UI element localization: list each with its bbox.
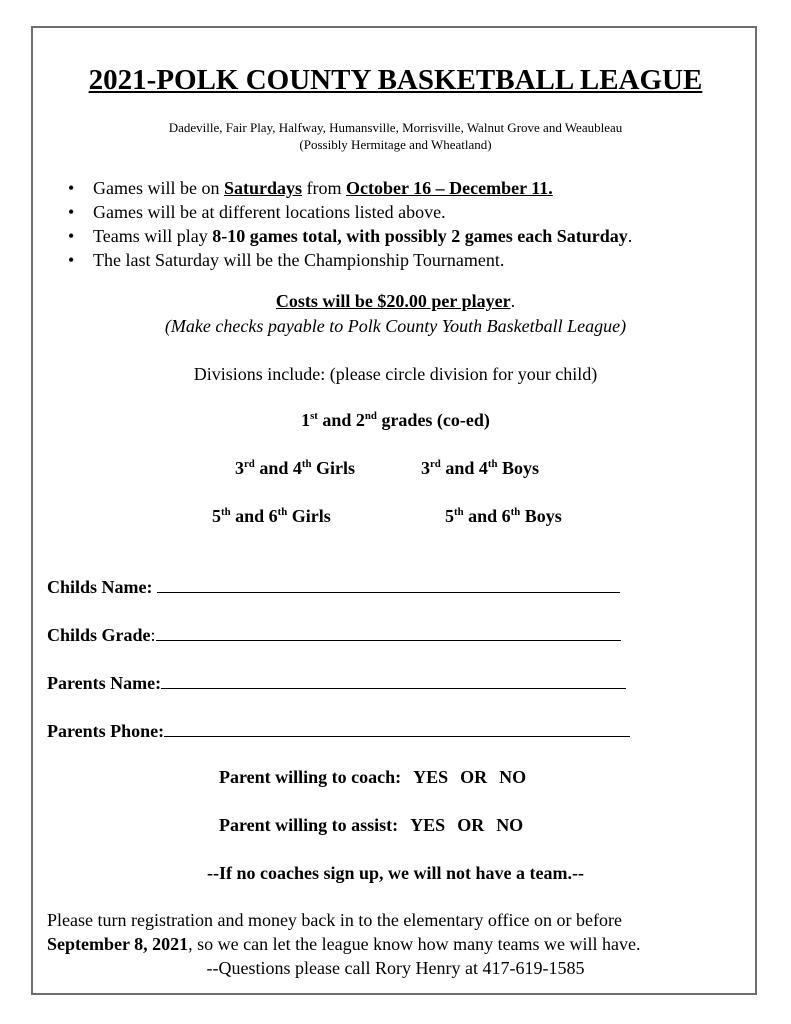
- childs-grade-label: Childs Grade: [47, 625, 151, 645]
- assist-label: Parent willing to assist:: [219, 815, 399, 835]
- closing-line-2: September 8, 2021, so we can let the league know how many teams we will have.: [47, 934, 641, 954]
- info-bullets: [68, 176, 632, 272]
- list-item: • The last Saturday will be the Championship Tournament.: [68, 248, 632, 272]
- parents-phone-field: [47, 720, 630, 742]
- season-dates: October 16 – December 11.: [346, 178, 553, 198]
- assist-yes[interactable]: YES: [410, 815, 446, 835]
- towns-list: Dadeville, Fair Play, Halfway, Humansville, Morrisville, Walnut Grove and Weaubleau: [168, 120, 623, 135]
- checks-payable: (Make checks payable to Polk County Youth Basketball League): [164, 316, 627, 336]
- parents-name-field: [47, 672, 626, 694]
- games-total: 8-10 games total, with possibly 2 games each Saturday: [212, 226, 628, 246]
- assist-or: OR: [457, 815, 485, 835]
- parents-name-label: Parents Name:: [47, 673, 162, 693]
- division-1st-2nd: 1st and 2nd grades (co-ed): [301, 410, 490, 430]
- coach-or: OR: [460, 767, 488, 787]
- coach-label: Parent willing to coach:: [219, 767, 402, 787]
- childs-name-field: [47, 576, 620, 598]
- parents-name-blank[interactable]: [161, 672, 626, 689]
- coach-yes[interactable]: YES: [413, 767, 449, 787]
- deadline-date: September 8, 2021: [47, 934, 189, 954]
- costs-text: Costs will be $20.00 per player: [275, 291, 511, 311]
- no-coach-warning: --If no coaches sign up, we will not have a team.--: [207, 863, 584, 883]
- division-5th-6th-girls: 5th and 6th Girls: [212, 506, 331, 526]
- towns-possible: (Possibly Hermitage and Wheatland): [299, 137, 492, 152]
- assist-no[interactable]: NO: [496, 815, 524, 835]
- page-border: [31, 26, 757, 995]
- saturdays-text: Saturdays: [223, 178, 303, 198]
- childs-name-blank[interactable]: [157, 576, 620, 593]
- division-5th-6th-boys: 5th and 6th Boys: [445, 506, 562, 526]
- coach-no[interactable]: NO: [499, 767, 527, 787]
- list-item: • Games will be at different locations listed above.: [68, 200, 632, 224]
- closing-line-1: Please turn registration and money back in to the elementary office on or before: [47, 910, 622, 930]
- list-item: • Games will be on Saturdays from October 16 – December 11.: [68, 176, 632, 200]
- childs-grade-blank[interactable]: [156, 624, 621, 641]
- parents-phone-label: Parents Phone:: [47, 721, 165, 741]
- coach-question: [219, 767, 526, 788]
- divisions-intro: Divisions include: (please circle division for your child): [193, 364, 598, 384]
- list-item: • Teams will play 8-10 games total, with possibly 2 games each Saturday.: [68, 224, 632, 248]
- childs-name-label: Childs Name:: [47, 577, 153, 597]
- parents-phone-blank[interactable]: [164, 720, 630, 737]
- contact-line: --Questions please call Rory Henry at 417-619-1585: [206, 958, 585, 978]
- division-3rd-4th-girls: 3rd and 4th Girls: [235, 458, 355, 478]
- division-3rd-4th-boys: 3rd and 4th Boys: [421, 458, 539, 478]
- assist-question: [219, 815, 523, 836]
- childs-grade-field: Childs Grade:: [47, 624, 621, 646]
- page-title: 2021-POLK COUNTY BASKETBALL LEAGUE: [88, 64, 703, 96]
- costs-line: Costs will be $20.00 per player.: [275, 291, 516, 311]
